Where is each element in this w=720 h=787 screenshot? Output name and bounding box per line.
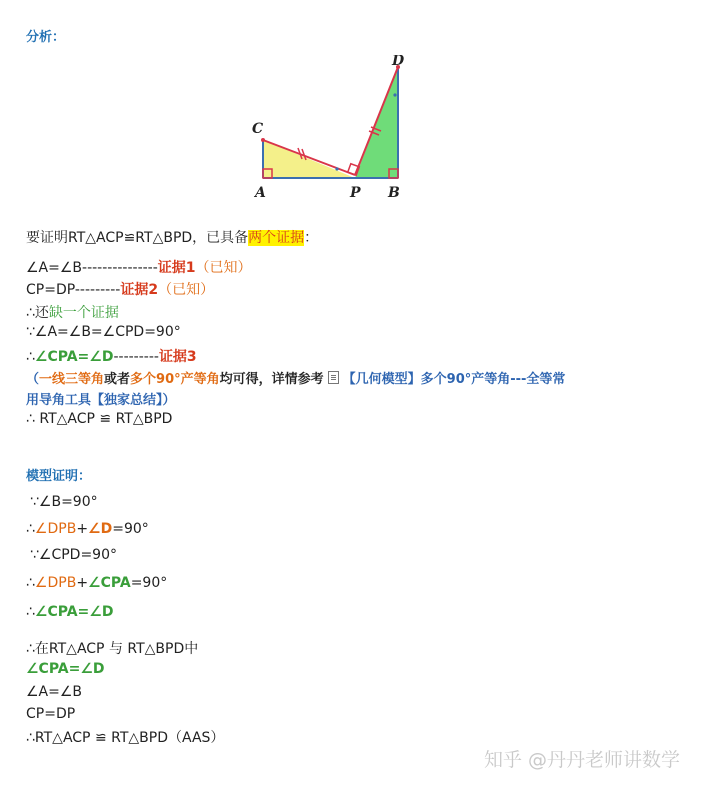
proof-line-10: ∴RT△ACP ≌ RT△BPD（AAS） [26, 730, 225, 746]
highlight-two-evidence: 两个证据 [248, 230, 305, 246]
conclusion-line: ∴ RT△ACP ≌ RT△BPD [26, 411, 173, 427]
label-b: B [388, 185, 400, 201]
right-angle-mark-p [348, 164, 360, 176]
proof-line-2: ∴∠DPB+∠D=90° [26, 521, 149, 537]
reference-link[interactable]: 【几何模型】多个90°产等角---全等常 [342, 372, 566, 387]
label-c: C [252, 121, 264, 137]
missing-evidence-line: ∴还缺一个证据 [26, 305, 119, 321]
proof-line-4: ∴∠DPB+∠CPA=90° [26, 575, 168, 591]
proof-line-3: ∵∠CPD=90° [30, 547, 118, 563]
reference-line-2[interactable]: 用导角工具【独家总结】） [26, 393, 176, 408]
proof-line-8: ∠A=∠B [26, 684, 83, 700]
proof-line-7: ∠CPA=∠D [26, 661, 105, 677]
watermark: 知乎 @丹丹老师讲数学 [484, 749, 681, 771]
intro-line: 要证明RT△ACP≌RT△BPD，已具备两个证据： [26, 230, 319, 246]
proof-line-9: CP=DP [26, 706, 76, 722]
evidence-1-line: ∠A=∠B---------------证据1（已知） [26, 260, 252, 276]
label-d: D [392, 55, 405, 69]
because-angles-line: ∵∠A=∠B=∠CPD=90° [26, 324, 181, 340]
proof-line-5: ∴∠CPA=∠D [26, 604, 114, 620]
reference-line-1: （一线三等角或者多个90°产等角均可得，详情参考 【几何模型】多个90°产等角---全等常 [26, 372, 566, 387]
analysis-heading: 分析： [26, 30, 66, 45]
proof-line-1: ∵∠B=90° [30, 494, 98, 510]
document-icon [328, 371, 339, 384]
evidence-2-line: CP=DP---------证据2（已知） [26, 282, 215, 298]
label-p: P [350, 185, 361, 201]
label-a: A [255, 185, 266, 201]
evidence-3-line: ∴∠CPA=∠D---------证据3 [26, 349, 197, 365]
geometry-figure [245, 55, 415, 205]
model-heading: 模型证明： [26, 469, 92, 484]
proof-line-6: ∴在RT△ACP 与 RT△BPD中 [26, 641, 199, 657]
